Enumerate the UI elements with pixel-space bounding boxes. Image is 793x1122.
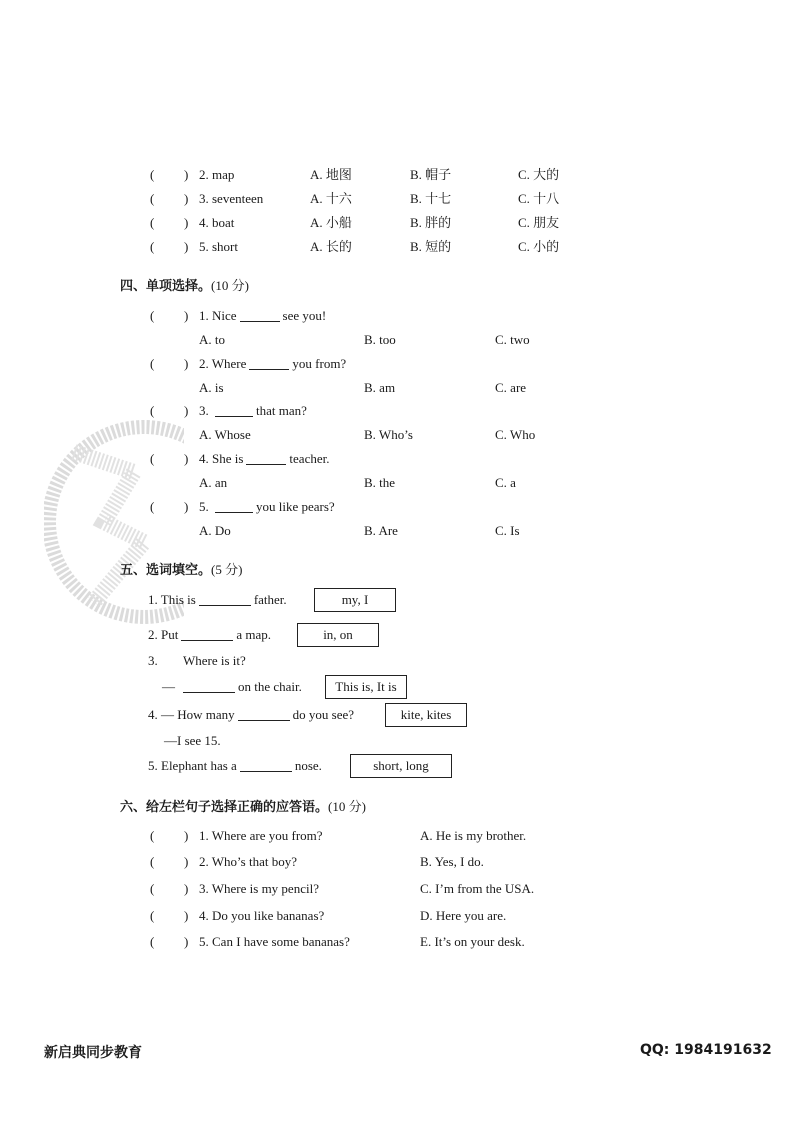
question-number: 3. <box>148 653 158 668</box>
answer-blank <box>215 402 253 417</box>
question-text: 5. Elephant has a nose. <box>148 758 322 773</box>
list-item <box>0 879 793 899</box>
answer-paren-open: ( <box>150 356 155 371</box>
answer-paren-close: ) <box>184 356 189 371</box>
question-text: 5. you like pears? <box>199 499 335 514</box>
options-row <box>0 473 793 493</box>
option-c: C. 大的 <box>518 167 560 182</box>
footer-brand: 新启典同步教育 <box>44 1045 142 1061</box>
answer-option: B. Yes, I do. <box>420 854 484 869</box>
option-a: A. is <box>199 380 224 395</box>
option-b: B. Who’s <box>364 427 413 442</box>
option-c: C. 小的 <box>518 239 560 254</box>
answer-paren-open: ( <box>150 239 155 254</box>
list-item <box>0 826 793 846</box>
option-c: C. Who <box>495 427 536 442</box>
answer-paren-close: ) <box>184 403 189 418</box>
option-c: C. 十八 <box>518 191 560 206</box>
answer-paren-open: ( <box>150 499 155 514</box>
question-word: 4. boat <box>199 215 235 230</box>
options-row <box>0 330 793 350</box>
word-choice-box: This is, It is <box>325 675 407 699</box>
question-text: 2. Put a map. <box>148 627 271 642</box>
answer-blank <box>215 498 253 513</box>
section5-title: 五、选词填空。 <box>120 563 212 578</box>
option-a: A. an <box>199 475 228 490</box>
question-text: Where is it? <box>183 653 246 668</box>
option-a: A. Whose <box>199 427 251 442</box>
question-text: 4. Do you like bananas? <box>199 908 325 923</box>
answer-paren-open: ( <box>150 854 155 869</box>
answer-paren-close: ) <box>184 934 189 949</box>
answer-option: D. Here you are. <box>420 908 507 923</box>
answer-paren-open: ( <box>150 308 155 323</box>
list-item <box>0 497 793 517</box>
list-item <box>0 213 793 233</box>
question-text: 2. Who’s that boy? <box>199 854 297 869</box>
answer-blank <box>199 591 251 606</box>
option-b: B. 胖的 <box>410 215 452 230</box>
answer-option: A. He is my brother. <box>420 828 527 843</box>
list-item <box>0 932 793 952</box>
answer-paren-close: ) <box>184 908 189 923</box>
answer-option: C. I’m from the USA. <box>420 881 535 896</box>
answer-paren-close: ) <box>184 191 189 206</box>
option-b: B. too <box>364 332 396 347</box>
word-choice-box: in, on <box>297 623 379 647</box>
options-row <box>0 521 793 541</box>
answer-paren-open: ( <box>150 167 155 182</box>
option-c: C. two <box>495 332 530 347</box>
list-item <box>0 306 793 326</box>
reply-line <box>0 731 793 751</box>
question-text: 1. Where are you from? <box>199 828 323 843</box>
option-a: A. Do <box>199 523 231 538</box>
answer-paren-open: ( <box>150 215 155 230</box>
answer-paren-open: ( <box>150 881 155 896</box>
option-c: C. Is <box>495 523 520 538</box>
section6-heading <box>120 797 366 818</box>
options-row <box>0 425 793 445</box>
answer-paren-close: ) <box>184 451 189 466</box>
list-item <box>0 354 793 374</box>
word-choice-box: my, I <box>314 588 396 612</box>
section4-title: 四、单项选择。 <box>120 279 212 294</box>
option-b: B. 短的 <box>410 239 452 254</box>
list-item <box>0 165 793 185</box>
option-b: B. the <box>364 475 396 490</box>
footer-qq: QQ: 1984191632 <box>640 1042 772 1058</box>
list-item <box>0 189 793 209</box>
answer-paren-close: ) <box>184 881 189 896</box>
answer-paren-open: ( <box>150 934 155 949</box>
list-item <box>0 401 793 421</box>
section5-heading <box>120 560 242 581</box>
question-text: 2. Where you from? <box>199 356 347 371</box>
answer-paren-open: ( <box>150 828 155 843</box>
question-text: 3. Where is my pencil? <box>199 881 319 896</box>
answer-paren-open: ( <box>150 403 155 418</box>
question-text: 1. Nice see you! <box>199 308 327 323</box>
section4-points: (10 分) <box>211 278 249 293</box>
option-c: C. a <box>495 475 516 490</box>
option-a: A. 地图 <box>310 167 352 182</box>
question-word: 3. seventeen <box>199 191 264 206</box>
answer-blank <box>240 757 292 772</box>
list-item <box>0 449 793 469</box>
question-text: 1. This is father. <box>148 592 287 607</box>
option-b: B. 十七 <box>410 191 452 206</box>
answer-paren-close: ) <box>184 854 189 869</box>
option-c: C. are <box>495 380 527 395</box>
answer-blank <box>181 626 233 641</box>
question-word: 5. short <box>199 239 238 254</box>
section6-title: 六、给左栏句子选择正确的应答语。 <box>120 800 329 815</box>
question-text: 3. that man? <box>199 403 307 418</box>
answer-blank <box>238 706 290 721</box>
list-item <box>0 852 793 872</box>
list-item <box>0 625 793 645</box>
option-b: B. 帽子 <box>410 167 452 182</box>
answer-paren-close: ) <box>184 308 189 323</box>
options-row <box>0 378 793 398</box>
answer-paren-open: ( <box>150 451 155 466</box>
section5-points: (5 分) <box>211 562 243 577</box>
option-a: A. 小船 <box>310 215 352 230</box>
option-a: A. 十六 <box>310 191 352 206</box>
option-a: A. 长的 <box>310 239 352 254</box>
option-c: C. 朋友 <box>518 215 560 230</box>
answer-blank <box>183 678 235 693</box>
answer-paren-open: ( <box>150 908 155 923</box>
option-b: B. Are <box>364 523 398 538</box>
answer-line: — on the chair. <box>162 679 302 694</box>
answer-paren-close: ) <box>184 215 189 230</box>
list-item <box>0 651 793 671</box>
answer-paren-close: ) <box>184 499 189 514</box>
answer-paren-close: ) <box>184 239 189 254</box>
word-choice-box: kite, kites <box>385 703 467 727</box>
list-item <box>0 590 793 610</box>
answer-blank <box>240 307 280 322</box>
option-b: B. am <box>364 380 396 395</box>
option-a: A. to <box>199 332 225 347</box>
question-word: 2. map <box>199 167 235 182</box>
list-item <box>0 906 793 926</box>
answer-paren-close: ) <box>184 828 189 843</box>
question-text: 5. Can I have some bananas? <box>199 934 350 949</box>
answer-paren-close: ) <box>184 167 189 182</box>
answer-blank <box>246 450 286 465</box>
question-text: 4. She is teacher. <box>199 451 330 466</box>
answer-option: E. It’s on your desk. <box>420 934 525 949</box>
word-choice-box: short, long <box>350 754 452 778</box>
question-text: 4. — How many do you see? <box>148 707 355 722</box>
answer-blank <box>249 355 289 370</box>
section6-points: (10 分) <box>328 799 366 814</box>
section4-heading <box>120 276 249 297</box>
answer-paren-open: ( <box>150 191 155 206</box>
list-item <box>0 237 793 257</box>
reply-text: —I see 15. <box>164 733 221 748</box>
